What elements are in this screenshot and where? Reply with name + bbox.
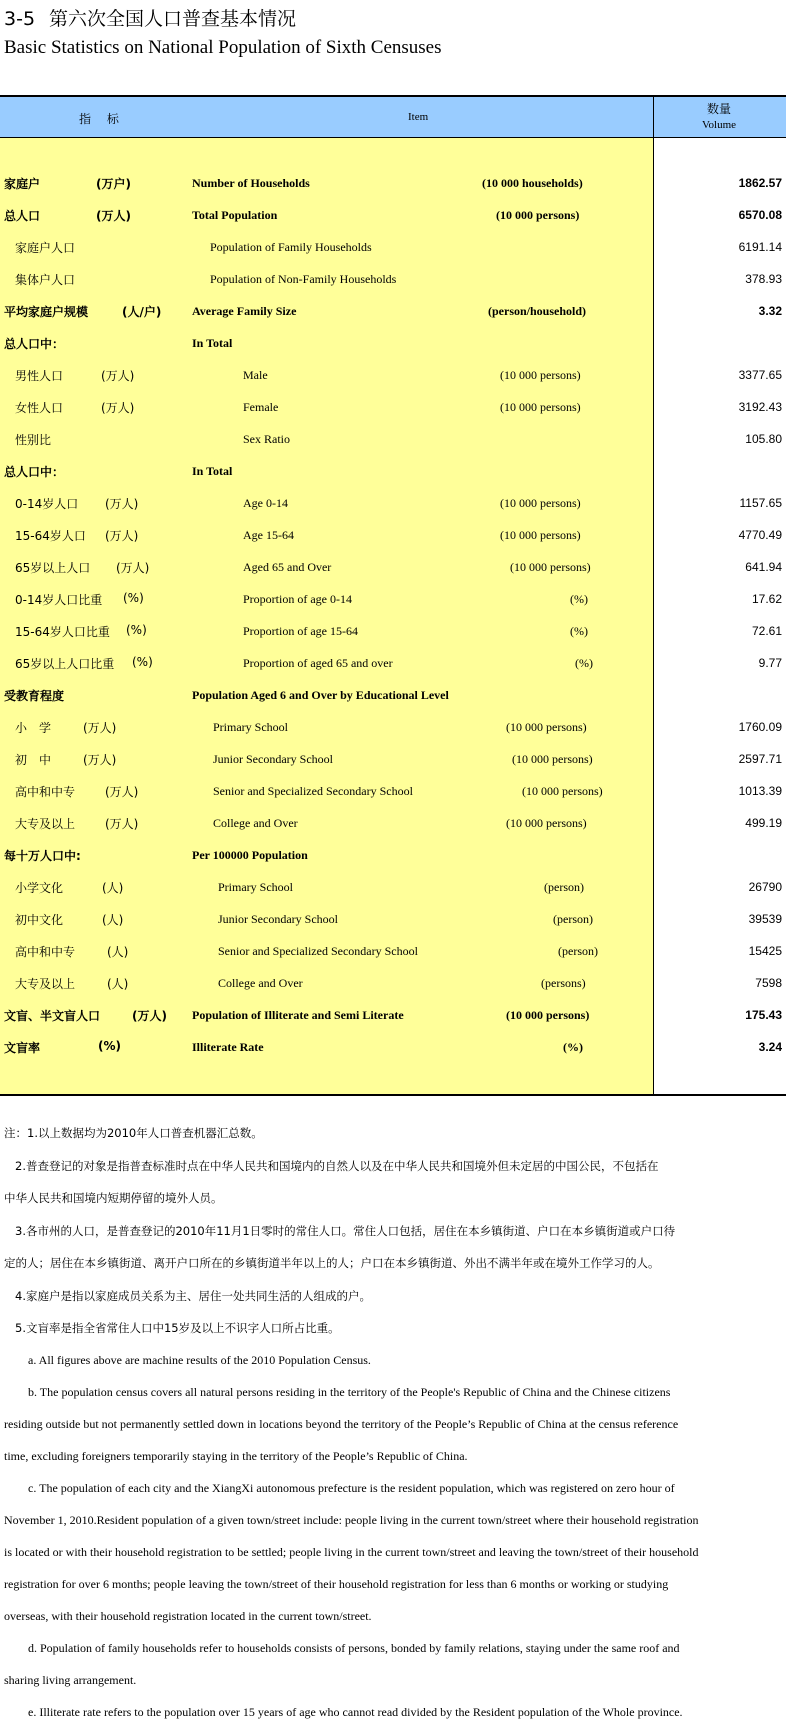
value-cell: 6570.08 bbox=[738, 208, 782, 222]
note-line: 4.家庭户是指以家庭成员关系为主、居住一处共同生活的人组成的户。 bbox=[15, 1289, 371, 1303]
table-row bbox=[0, 711, 786, 743]
indicator-cn: 文盲、半文盲人口 bbox=[4, 1009, 101, 1023]
note-line: 定的人；居住在本乡镇街道、离开户口所在的乡镇街道半年以上的人；户口在本乡镇街道、外出不满半年或在境外工作学习的人。 bbox=[4, 1256, 660, 1270]
table-row bbox=[0, 199, 786, 231]
table-title-cn bbox=[4, 4, 296, 31]
note-line: a. All figures above are machine results of the 2010 Population Census. bbox=[28, 1353, 371, 1367]
table-row bbox=[0, 455, 786, 487]
value-cell: 3.32 bbox=[758, 304, 782, 318]
unit-cn: (%) bbox=[126, 623, 147, 637]
unit-cn: (%) bbox=[132, 655, 153, 669]
unit-cn: (万人) bbox=[105, 529, 139, 543]
item-en: Junior Secondary School bbox=[218, 912, 338, 926]
header-volume bbox=[654, 101, 784, 133]
value-cell: 1157.65 bbox=[739, 496, 782, 510]
header-volume-cn: 数量 bbox=[706, 102, 731, 116]
item-en: Total Population bbox=[192, 208, 278, 222]
indicator-cn: 小学文化 bbox=[15, 881, 64, 895]
indicator-cn: 0-14岁人口比重 bbox=[15, 593, 103, 607]
table-title-en: Basic Statistics on National Population of Sixth Censuses bbox=[4, 37, 442, 58]
unit-cn: (人) bbox=[102, 913, 124, 927]
value-cell: 2597.71 bbox=[738, 752, 782, 766]
note-line: sharing living arrangement. bbox=[4, 1673, 137, 1687]
value-cell: 175.43 bbox=[745, 1008, 782, 1022]
value-cell: 4770.49 bbox=[738, 528, 782, 542]
unit-en: (10 000 persons) bbox=[496, 208, 580, 222]
value-cell: 72.61 bbox=[751, 624, 782, 638]
item-en: Population Aged 6 and Over by Educational Level bbox=[192, 688, 449, 702]
note-line: 2.普查登记的对象是指普查标准时点在中华人民共和国境内的自然人以及在中华人民共和国境外但未定居的中国公民，不包括在 bbox=[15, 1159, 659, 1173]
unit-cn: (万人) bbox=[101, 401, 135, 415]
note-line: 注：1.以上数据均为2010年人口普查机器汇总数。 bbox=[4, 1126, 263, 1140]
unit-cn: (万人) bbox=[101, 369, 135, 383]
indicator-cn: 15-64岁人口 bbox=[15, 529, 86, 543]
indicator-cn: 15-64岁人口比重 bbox=[15, 625, 110, 639]
unit-en: (%) bbox=[563, 1040, 583, 1054]
item-en: Per 100000 Population bbox=[192, 848, 308, 862]
unit-cn: (%) bbox=[98, 1039, 121, 1053]
note-line: November 1, 2010.Resident population of a given town/street include: people living in the current town/street where their household registration bbox=[4, 1513, 699, 1527]
value-cell: 499.19 bbox=[745, 816, 782, 830]
table-row bbox=[0, 807, 786, 839]
table-row bbox=[0, 743, 786, 775]
table-row bbox=[0, 167, 786, 199]
item-en: Primary School bbox=[218, 880, 293, 894]
value-cell: 15425 bbox=[748, 944, 782, 958]
item-en: Proportion of aged 65 and over bbox=[243, 656, 393, 670]
indicator-cn: 集体户人口 bbox=[15, 273, 76, 287]
note-line: 中华人民共和国境内短期停留的境外人员。 bbox=[4, 1191, 223, 1205]
value-cell: 26790 bbox=[748, 880, 782, 894]
unit-en: (10 000 households) bbox=[482, 176, 583, 190]
table-row bbox=[0, 839, 786, 871]
unit-en: (%) bbox=[570, 624, 588, 638]
indicator-cn: 性别比 bbox=[15, 433, 52, 447]
table-row bbox=[0, 295, 786, 327]
unit-en: (10 000 persons) bbox=[506, 720, 587, 734]
indicator-cn: 初中文化 bbox=[15, 913, 64, 927]
table-header bbox=[0, 95, 786, 138]
unit-en: (person) bbox=[558, 944, 598, 958]
table-row bbox=[0, 615, 786, 647]
indicator-cn: 家庭户人口 bbox=[15, 241, 76, 255]
value-cell: 3377.65 bbox=[738, 368, 782, 382]
unit-cn: (人/户) bbox=[122, 305, 162, 319]
table-row bbox=[0, 423, 786, 455]
value-cell: 105.80 bbox=[745, 432, 782, 446]
value-cell: 1013.39 bbox=[738, 784, 782, 798]
unit-en: (10 000 persons) bbox=[512, 752, 593, 766]
item-en: Population of Non-Family Households bbox=[210, 272, 397, 286]
unit-en: (10 000 persons) bbox=[506, 816, 587, 830]
indicator-cn: 女性人口 bbox=[15, 401, 64, 415]
value-cell: 9.77 bbox=[758, 656, 782, 670]
unit-cn: (万人) bbox=[132, 1009, 167, 1023]
item-en: Age 0-14 bbox=[243, 496, 288, 510]
unit-en: (10 000 persons) bbox=[506, 1008, 590, 1022]
table-row bbox=[0, 1031, 786, 1063]
indicator-cn: 0-14岁人口 bbox=[15, 497, 79, 511]
unit-cn: (万户) bbox=[96, 177, 131, 191]
table-row bbox=[0, 967, 786, 999]
note-line: e. Illiterate rate refers to the population over 15 years of age who cannot read divided by the Resident population of the Whole province. bbox=[28, 1705, 683, 1719]
indicator-cn: 平均家庭户规模 bbox=[4, 305, 89, 319]
table-row bbox=[0, 775, 786, 807]
unit-cn: (万人) bbox=[83, 721, 117, 735]
unit-cn: (人) bbox=[107, 945, 129, 959]
indicator-cn: 文盲率 bbox=[4, 1041, 41, 1055]
item-en: Population of Illiterate and Semi Literate bbox=[192, 1008, 404, 1022]
unit-en: (10 000 persons) bbox=[500, 528, 581, 542]
unit-en: (person) bbox=[553, 912, 593, 926]
value-cell: 39539 bbox=[748, 912, 782, 926]
note-line: time, excluding foreigners temporarily staying in the territory of the People’s Republic of China. bbox=[4, 1449, 468, 1463]
table-row bbox=[0, 327, 786, 359]
note-line: d. Population of family households refer to households consists of persons, bonded by family relations, staying under the same roof and bbox=[28, 1641, 680, 1655]
item-en: Aged 65 and Over bbox=[243, 560, 332, 574]
note-line: residing outside but not permanently settled down in locations beyond the territory of the People’s Republic of China at the census reference bbox=[4, 1417, 679, 1431]
indicator-cn: 高中和中专 bbox=[15, 785, 76, 799]
indicator-cn: 高中和中专 bbox=[15, 945, 76, 959]
note-line: 3.各市州的人口，是普查登记的2010年11月1日零时的常住人口。常住人口包括，居住在本乡镇街道、户口在本乡镇街道或户口待 bbox=[15, 1224, 676, 1238]
unit-en: (persons) bbox=[541, 976, 586, 990]
unit-cn: (万人) bbox=[105, 817, 139, 831]
value-cell: 3.24 bbox=[758, 1040, 782, 1054]
table-row bbox=[0, 359, 786, 391]
item-en: Illiterate Rate bbox=[192, 1040, 264, 1054]
indicator-cn: 家庭户 bbox=[4, 177, 41, 191]
value-cell: 6191.14 bbox=[738, 240, 782, 254]
indicator-cn: 65岁以上人口 bbox=[15, 561, 91, 575]
value-cell: 1862.57 bbox=[738, 176, 782, 190]
unit-cn: (人) bbox=[102, 881, 124, 895]
unit-cn: (%) bbox=[123, 591, 144, 605]
unit-cn: (万人) bbox=[105, 785, 139, 799]
unit-cn: (万人) bbox=[105, 497, 139, 511]
item-en: Male bbox=[243, 368, 268, 382]
note-line: 5.文盲率是指全省常住人口中15岁及以上不识字人口所占比重。 bbox=[15, 1321, 340, 1335]
value-cell: 641.94 bbox=[745, 560, 782, 574]
header-indicator: 指 标 bbox=[79, 112, 125, 126]
title-cn-text: 第六次全国人口普查基本情况 bbox=[49, 8, 297, 30]
unit-en: (10 000 persons) bbox=[510, 560, 591, 574]
table-number: 3-5 bbox=[4, 8, 36, 30]
header-volume-en: Volume bbox=[701, 119, 737, 131]
table-row bbox=[0, 903, 786, 935]
item-en: Primary School bbox=[213, 720, 288, 734]
unit-en: (10 000 persons) bbox=[522, 784, 603, 798]
item-en: Average Family Size bbox=[192, 304, 297, 318]
indicator-cn: 小 学 bbox=[15, 721, 52, 735]
table-row bbox=[0, 391, 786, 423]
item-en: Senior and Specialized Secondary School bbox=[218, 944, 418, 958]
unit-en: (%) bbox=[575, 656, 593, 670]
item-en: Female bbox=[243, 400, 279, 414]
indicator-cn: 总人口中： bbox=[4, 337, 65, 351]
unit-en: (%) bbox=[570, 592, 588, 606]
table-row bbox=[0, 935, 786, 967]
table-row bbox=[0, 999, 786, 1031]
table-row bbox=[0, 263, 786, 295]
note-line: is located or with their household registration to be settled; people living in the current town/street and leaving the town/street of their household bbox=[4, 1545, 699, 1559]
indicator-cn: 总人口 bbox=[4, 209, 41, 223]
table-row bbox=[0, 231, 786, 263]
item-en: Number of Households bbox=[192, 176, 310, 190]
note-line: c. The population of each city and the XiangXi autonomous prefecture is the resident population, which was registered on zero hour of bbox=[28, 1481, 675, 1495]
unit-en: (10 000 persons) bbox=[500, 400, 581, 414]
unit-en: (10 000 persons) bbox=[500, 496, 581, 510]
value-cell: 3192.43 bbox=[738, 400, 782, 414]
item-en: In Total bbox=[192, 464, 233, 478]
item-en: Sex Ratio bbox=[243, 432, 290, 446]
table-row bbox=[0, 871, 786, 903]
item-en: College and Over bbox=[213, 816, 298, 830]
item-en: Age 15-64 bbox=[243, 528, 294, 542]
indicator-cn: 大专及以上 bbox=[15, 977, 76, 991]
statistics-table bbox=[0, 95, 786, 1095]
indicator-cn: 65岁以上人口比重 bbox=[15, 657, 115, 671]
value-cell: 7598 bbox=[755, 976, 782, 990]
item-en: In Total bbox=[192, 336, 233, 350]
value-cell: 378.93 bbox=[745, 272, 782, 286]
indicator-cn: 大专及以上 bbox=[15, 817, 76, 831]
unit-cn: (万人) bbox=[96, 209, 131, 223]
indicator-cn: 每十万人口中: bbox=[4, 849, 81, 863]
item-en: Senior and Specialized Secondary School bbox=[213, 784, 413, 798]
unit-cn: (人) bbox=[107, 977, 129, 991]
value-cell: 17.62 bbox=[751, 592, 782, 606]
table-row bbox=[0, 487, 786, 519]
unit-en: (person/household) bbox=[488, 304, 587, 318]
table-row bbox=[0, 551, 786, 583]
indicator-cn: 初 中 bbox=[15, 753, 52, 767]
table-row bbox=[0, 519, 786, 551]
note-line: overseas, with their household registration located in the current town/street. bbox=[4, 1609, 372, 1623]
value-cell: 1760.09 bbox=[738, 720, 782, 734]
indicator-cn: 总人口中： bbox=[4, 465, 65, 479]
indicator-cn: 男性人口 bbox=[15, 369, 64, 383]
header-item: Item bbox=[408, 111, 429, 123]
unit-en: (person) bbox=[544, 880, 584, 894]
unit-cn: (万人) bbox=[83, 753, 117, 767]
item-en: Proportion of age 0-14 bbox=[243, 592, 352, 606]
item-en: Population of Family Households bbox=[210, 240, 372, 254]
note-line: registration for over 6 months; people leaving the town/street of their household registration for less than 6 months or working or studying bbox=[4, 1577, 669, 1591]
table-row bbox=[0, 647, 786, 679]
item-en: College and Over bbox=[218, 976, 303, 990]
unit-en: (10 000 persons) bbox=[500, 368, 581, 382]
item-en: Proportion of age 15-64 bbox=[243, 624, 358, 638]
unit-cn: (万人) bbox=[116, 561, 150, 575]
indicator-cn: 受教育程度 bbox=[4, 689, 65, 703]
table-row bbox=[0, 583, 786, 615]
note-line: b. The population census covers all natural persons residing in the territory of the People's Republic of China and the Chinese citizens bbox=[28, 1385, 671, 1399]
table-row bbox=[0, 679, 786, 711]
item-en: Junior Secondary School bbox=[213, 752, 333, 766]
